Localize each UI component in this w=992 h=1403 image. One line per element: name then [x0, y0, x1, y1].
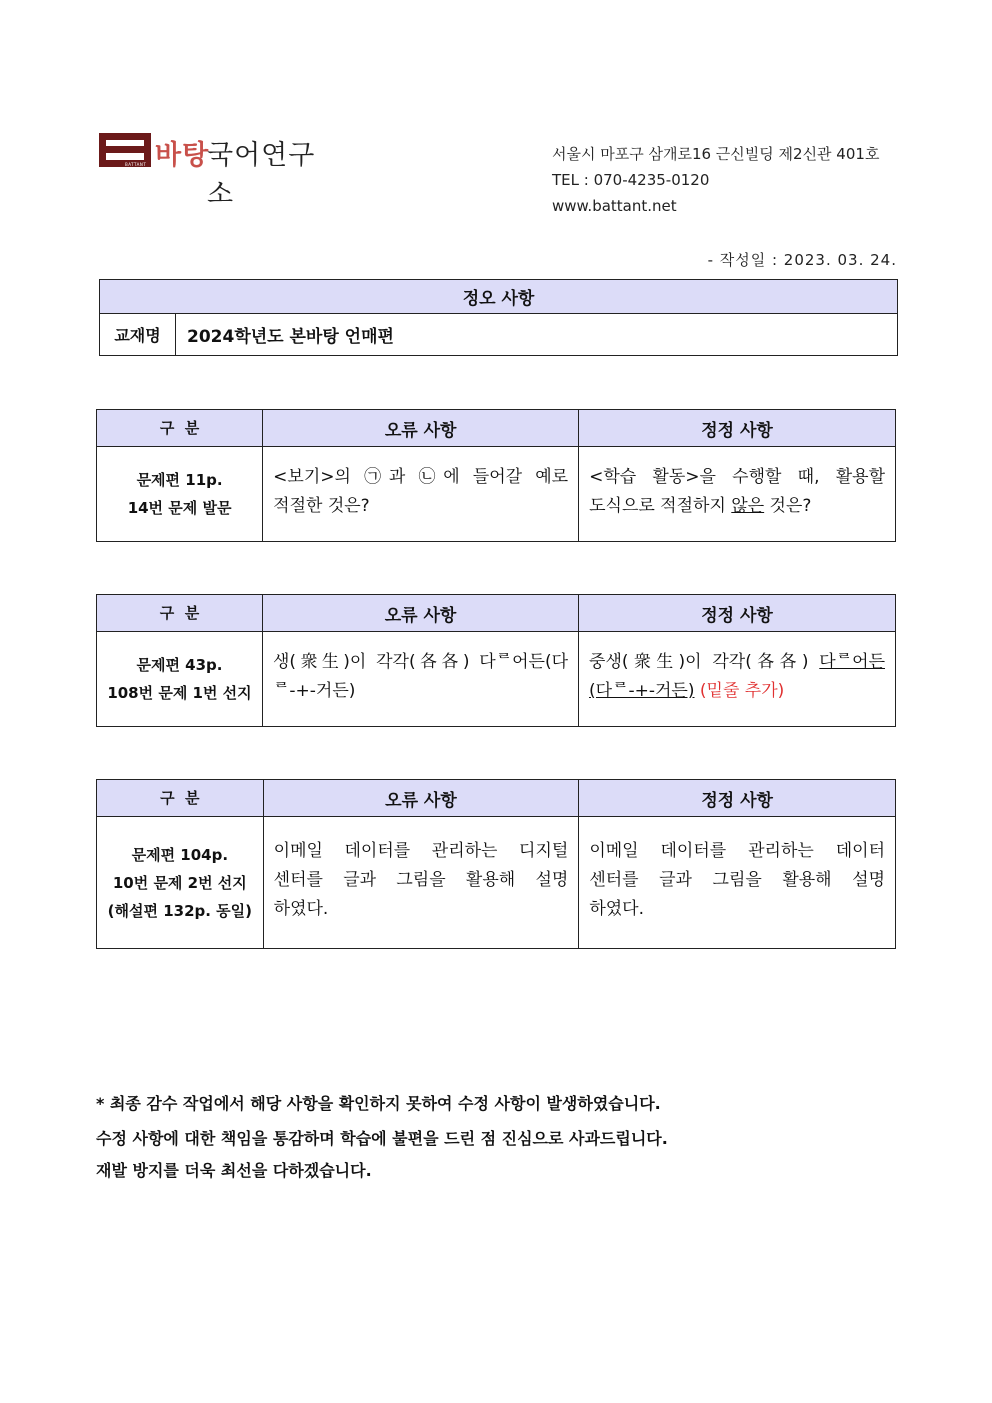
col-correction: 정정 사항: [579, 410, 896, 447]
textbook-name: 2024학년도 본바탕 언매편: [176, 314, 898, 356]
col-correction: 정정 사항: [579, 780, 896, 817]
errata-table-1: [96, 409, 896, 542]
logo-brand: 바탕: [155, 140, 210, 171]
logo-tiny-text: BATTANT: [125, 162, 147, 167]
underlined-text: 않은: [731, 496, 765, 516]
telephone: TEL : 070-4235-0120: [552, 171, 710, 189]
note-line-1: * 최종 감수 작업에서 해당 사항을 확인하지 못하여 수정 사항이 발생하였습니다.: [96, 1094, 661, 1113]
col-category: 구 분: [97, 410, 263, 447]
correction-cell: <학습 활동>을 수행할 때, 활용할 도식으로 적절하지 않은 것은?: [579, 447, 896, 542]
col-error: 오류 사항: [263, 595, 579, 632]
note-red: (밑줄 추가): [694, 681, 785, 701]
textbook-label: 교재명: [100, 314, 176, 356]
location-cell: 문제편 104p. 10번 문제 2번 선지 (해설편 132p. 동일): [97, 817, 264, 949]
created-date: - 작성일 : 2023. 03. 24.: [707, 251, 897, 269]
col-error: 오류 사항: [263, 410, 579, 447]
summary-title: 정오 사항: [100, 280, 898, 314]
error-cell: <보기>의 ㉠과 ㉡에 들어갈 예로 적절한 것은?: [263, 447, 579, 542]
col-category: 구 분: [97, 595, 263, 632]
logo-mark-icon: [99, 133, 151, 167]
note-line-3: 재발 방지를 더욱 최선을 다하겠습니다.: [96, 1161, 372, 1180]
errata-table-3: [96, 779, 896, 949]
correction-cell: 이메일 데이터를 관리하는 데이터 센터를 글과 그림을 활용해 설명 하였다.: [579, 817, 896, 949]
col-error: 오류 사항: [263, 780, 579, 817]
col-correction: 정정 사항: [579, 595, 896, 632]
underlined-text: 다ᄅ어든: [819, 652, 885, 672]
logo: [99, 131, 339, 210]
errata-table-2: [96, 594, 896, 727]
logo-name: 국어연구소: [207, 140, 316, 210]
location-cell: 문제편 43p. 108번 문제 1번 선지: [97, 632, 263, 727]
website-link[interactable]: www.battant.net: [552, 197, 677, 215]
error-cell: 이메일 데이터를 관리하는 디지털 센터를 글과 그림을 활용해 설명 하였다.: [263, 817, 579, 949]
location-cell: 문제편 11p. 14번 문제 발문: [97, 447, 263, 542]
error-cell: 생(衆生)이 각각(各各) 다ᄅ어든(다 ᄅ-+-거든): [263, 632, 579, 727]
note-line-2: 수정 사항에 대한 책임을 통감하며 학습에 불편을 드린 점 진심으로 사과드립니다.: [96, 1129, 668, 1148]
col-category: 구 분: [97, 780, 264, 817]
underlined-text: (다ᄅ-+-거든): [589, 681, 695, 701]
summary-table: [99, 279, 898, 356]
address: 서울시 마포구 삼개로16 근신빌딩 제2신관 401호: [552, 145, 880, 163]
correction-cell: 중생(衆生)이 각각(各各) 다ᄅ어든 (다ᄅ-+-거든) (밑줄 추가): [579, 632, 896, 727]
